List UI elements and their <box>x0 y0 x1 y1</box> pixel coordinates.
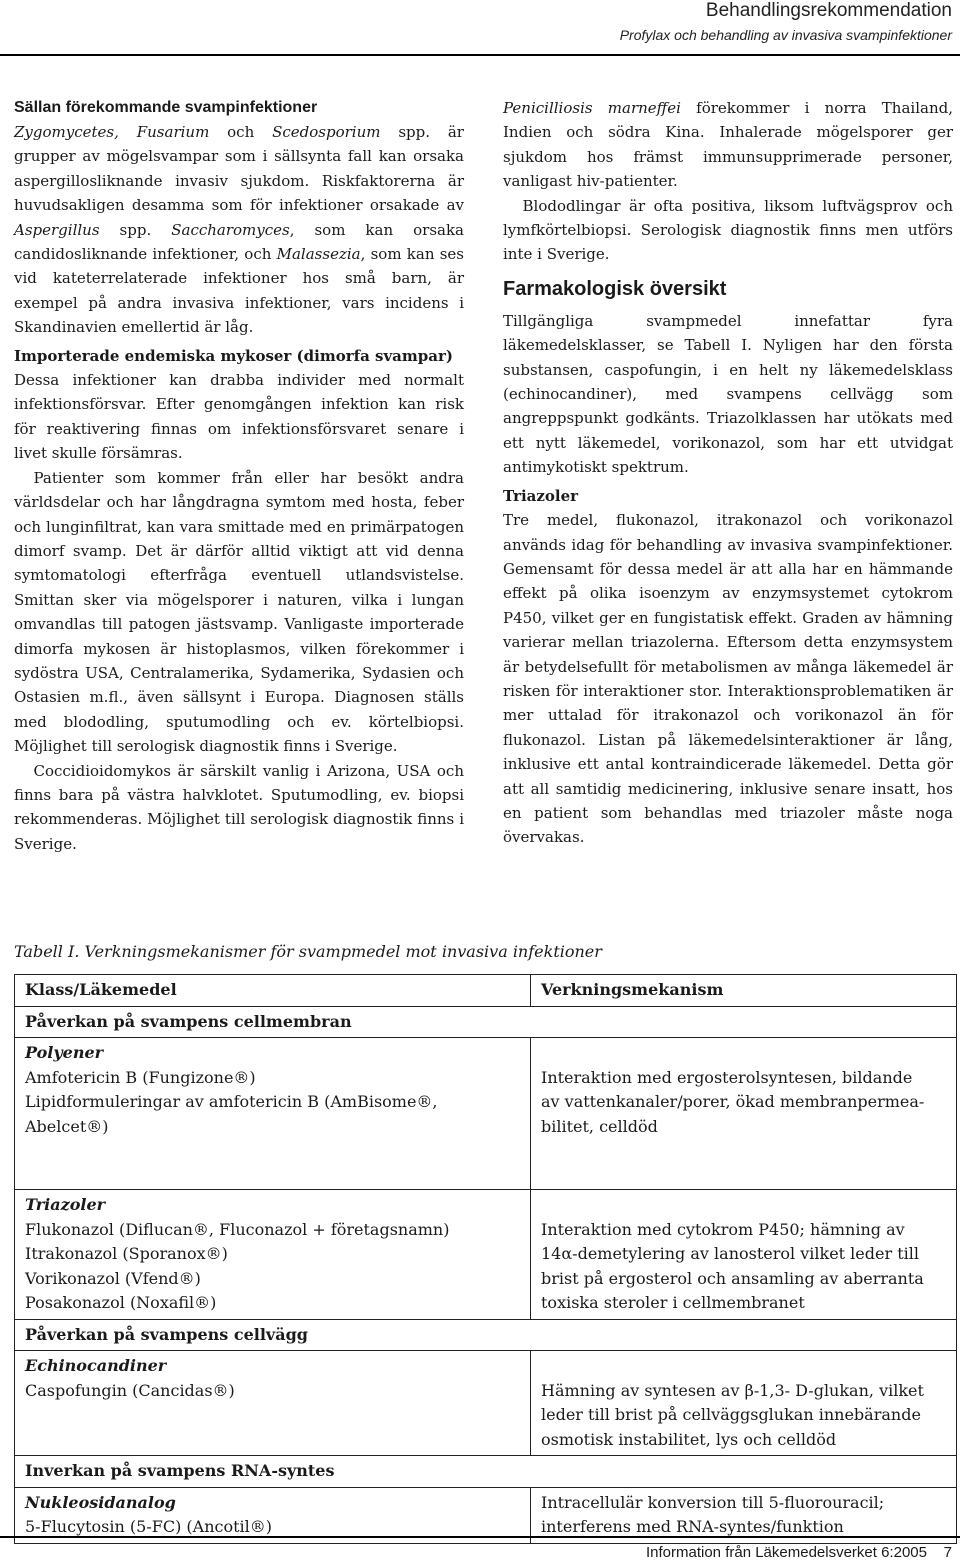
drug-name: Flukonazol (Diflucan®, Fluconazol + företagsnamn) <box>25 1219 450 1239</box>
section-heading-pharmacology: Farmakologisk översikt <box>503 277 727 300</box>
drug-class-name: Echinocandiner <box>25 1356 167 1375</box>
mechanism-line: Interaktion med cytokrom P450; hämning av <box>541 1219 905 1239</box>
right-column <box>503 96 953 850</box>
table-caption: Tabell I. Verkningsmekanismer för svampmedel mot invasiva infektioner <box>14 942 602 961</box>
drug-name: Vorikonazol (Vfend®) <box>25 1268 201 1288</box>
section-cellmembrane: Påverkan på svampens cellmembran <box>15 1007 957 1038</box>
paragraph-endemic-2: Patienter som kommer från eller har besökt andra världsdelar och har långdragna symtom med hosta, feber och lunginfiltrat, kan vara smittade med en primärpatogen dimorf svamp. Det är därför alltid viktigt att vid denna symtomatologi efterfråga eventuell utlandsvistelse. Smittan sker via mögelsporer i naturen, vilka i lungan omvandlas till patogen jästsvamp. Vanligaste importerade dimorfa mykosen är histoplasmos, vilken förekommer i sydöstra USA, Centralamerika, Sydamerika, Sydasien och Ostasien m.fl., även sällsynt i Europa. Diagnosen ställs med blododling, sputumodling och ev. körtelbiopsi. Möjlighet till serologisk diagnostik finns i Sverige. <box>14 468 464 756</box>
drug-name: Itrakonazol (Sporanox®) <box>25 1244 228 1263</box>
table-section-row <box>15 1456 957 1488</box>
class-cell <box>15 1351 531 1455</box>
italic-term: Aspergillus <box>14 220 100 239</box>
text: , som kan orsaka candidosliknande infektioner, och <box>14 220 464 264</box>
page-footer <box>646 1544 952 1561</box>
mechanism-cell <box>531 1351 957 1455</box>
drug-name: Posakonazol (Noxafil®) <box>25 1293 217 1312</box>
mechanism-line: 14α-demetylering av lanosterol vilket leder till <box>541 1244 919 1263</box>
table-row <box>15 1190 957 1320</box>
italic-term: Zygomycetes, Fusarium <box>14 123 210 141</box>
paragraph-endemic-1: Dessa infektioner kan drabba individer med normalt infektionsförsvar. Efter genomgången infektion kan risk för reaktivering finnas om infektionsförsvaret senare i livet skulle försämras. <box>14 371 464 463</box>
drug-name: Lipidformuleringar av amfotericin B (AmBisome®, Abelcet®) <box>25 1092 438 1136</box>
column-header-mechanism: Verkningsmekanism <box>531 975 957 1006</box>
mechanism-cell <box>531 1038 957 1189</box>
text: , som kan ses vid kateterrelaterade infektioner hos små barn, är exempel på andra invasiva infektioner, vars incidens i Skandinavien emellertid är låg. <box>14 245 464 337</box>
section-heading-triazoles: Triazoler <box>503 486 579 505</box>
header-rule <box>0 54 960 56</box>
italic-term: Scedosporium <box>272 123 381 141</box>
mechanism-line: av vattenkanaler/porer, ökad membranpermea- <box>541 1092 925 1111</box>
drug-class-name: Polyener <box>25 1043 104 1062</box>
left-column <box>14 96 464 856</box>
column-header-class: Klass/Läkemedel <box>15 975 531 1006</box>
running-header-subtitle: Profylax och behandling av invasiva svampinfektioner <box>619 27 952 43</box>
paragraph-rare-infections <box>14 120 464 340</box>
table-section-row <box>15 1320 957 1352</box>
paragraph-triazoles: Tre medel, flukonazol, itrakonazol och vorikonazol används idag för behandling av invasiva svampinfektioner. Gemensamt för dessa medel är att alla har en hämmande effekt på olika isoenzym av enzymsystemet cytokrom P450, vilket ger en fungistatisk effekt. Graden av hämning varierar mellan triazolerna. Eftersom detta enzymsystem är betydelsefullt för metabolismen av många läkemedel är risken för interaktioner stor. Interaktionsproblematiken är mer uttalad för itrakonazol och vorikonazol än för flukonazol. Listan på läkemedelsinteraktioner är lång, inklusive ett antal kontraindicerade läkemedel. Detta gör att all samtidig medicinering, inklusive senare insatt, hos en patient som behandlas med triazoler måste noga övervakas. <box>503 511 953 847</box>
mechanisms-table <box>14 974 957 1544</box>
mechanism-line: osmotisk instabilitet, lys och celldöd <box>541 1429 837 1449</box>
italic-term: Saccharomyces <box>171 220 290 239</box>
mechanism-line: bilitet, celldöd <box>541 1116 658 1136</box>
footer-publication: Information från Läkemedelsverket 6:2005 <box>645 1544 927 1561</box>
table-section-row <box>15 1007 957 1039</box>
page-number: 7 <box>943 1544 952 1561</box>
text: förekommer i norra Thailand, Indien och södra Kina. Inhalerade mögelsporer ger sjukdom hos främst immunsupprimerade personer, vanligast hiv-patienter. <box>503 99 953 191</box>
italic-term: Malassezia <box>276 245 361 264</box>
paragraph-coccidioidomycosis: Coccidioidomykos är särskilt vanlig i Arizona, USA och finns bara på västra halvklotet. Sputumodling, ev. biopsi rekommenderas. Möjlighet till serologisk diagnostik finns i Sverige. <box>14 761 464 853</box>
text: spp. <box>99 220 172 239</box>
text: och <box>209 123 273 141</box>
paragraph-diagnostics: Blododlingar är ofta positiva, liksom luftvägsprov och lymfkörtelbiopsi. Serologisk diagnostik finns men utförs inte i Sverige. <box>503 196 953 264</box>
drug-name: Caspofungin (Cancidas®) <box>25 1380 235 1400</box>
drug-class-name: Nukleosidanalog <box>25 1492 176 1512</box>
mechanism-line: interferens med RNA-syntes/funktion <box>541 1517 844 1536</box>
mechanism-line: Interaktion med ergosterolsyntesen, bildande <box>541 1067 913 1087</box>
mechanism-line: toxiska steroler i cellmembranet <box>541 1293 805 1312</box>
mechanism-line: Intracellulär konversion till 5-fluorouracil; <box>541 1492 885 1512</box>
section-rna: Inverkan på svampens RNA-syntes <box>15 1456 957 1487</box>
section-heading-endemic-mycoses: Importerade endemiska mykoser (dimorfa svampar) <box>14 346 453 365</box>
mechanism-line: brist på ergosterol och ansamling av aberranta <box>541 1268 924 1288</box>
table-header-row <box>15 975 957 1007</box>
section-heading-rare-infections: Sällan förekommande svampinfektioner <box>14 99 318 116</box>
class-cell <box>15 1488 531 1543</box>
drug-class-name: Triazoler <box>25 1195 106 1214</box>
italic-term: Penicilliosis marneffei <box>503 99 681 117</box>
mechanism-cell <box>531 1488 957 1543</box>
class-cell <box>15 1038 531 1189</box>
mechanism-line: leder till brist på cellväggsglukan innebärande <box>541 1405 921 1424</box>
text: spp. är grupper av mögelsvampar som i sällsynta fall kan orsaka aspergillosliknande invasiv sjukdom. Riskfaktorerna är huvudsakligen desamma som för infektioner orsakade av <box>14 123 464 215</box>
mechanism-line: Hämning av syntesen av β-1,3- D-glukan, vilket <box>541 1380 924 1400</box>
footer-rule <box>0 1536 960 1538</box>
table-row <box>15 1038 957 1190</box>
section-cellwall: Påverkan på svampens cellvägg <box>15 1320 957 1351</box>
drug-name: Amfotericin B (Fungizone®) <box>25 1067 256 1087</box>
paragraph-pharmacology: Tillgängliga svampmedel innefattar fyra läkemedelsklasser, se Tabell I. Nyligen har den första substansen, caspofungin, i en helt ny läkemedelsklass (echinocandiner), med svampens cellvägg som angreppspunkt godkänts. Triazolklassen har utökats med ett nytt läkemedel, vorikonazol, som har ett utvidgat antimykotiskt spektrum. <box>503 311 953 477</box>
table-row <box>15 1351 957 1456</box>
class-cell <box>15 1190 531 1319</box>
drug-name: 5-Flucytosin (5-FC) (Ancotil®) <box>25 1517 272 1536</box>
mechanism-cell <box>531 1190 957 1319</box>
paragraph-penicilliosis <box>503 96 953 194</box>
running-header-title: Behandlingsrekommendation <box>705 0 952 21</box>
